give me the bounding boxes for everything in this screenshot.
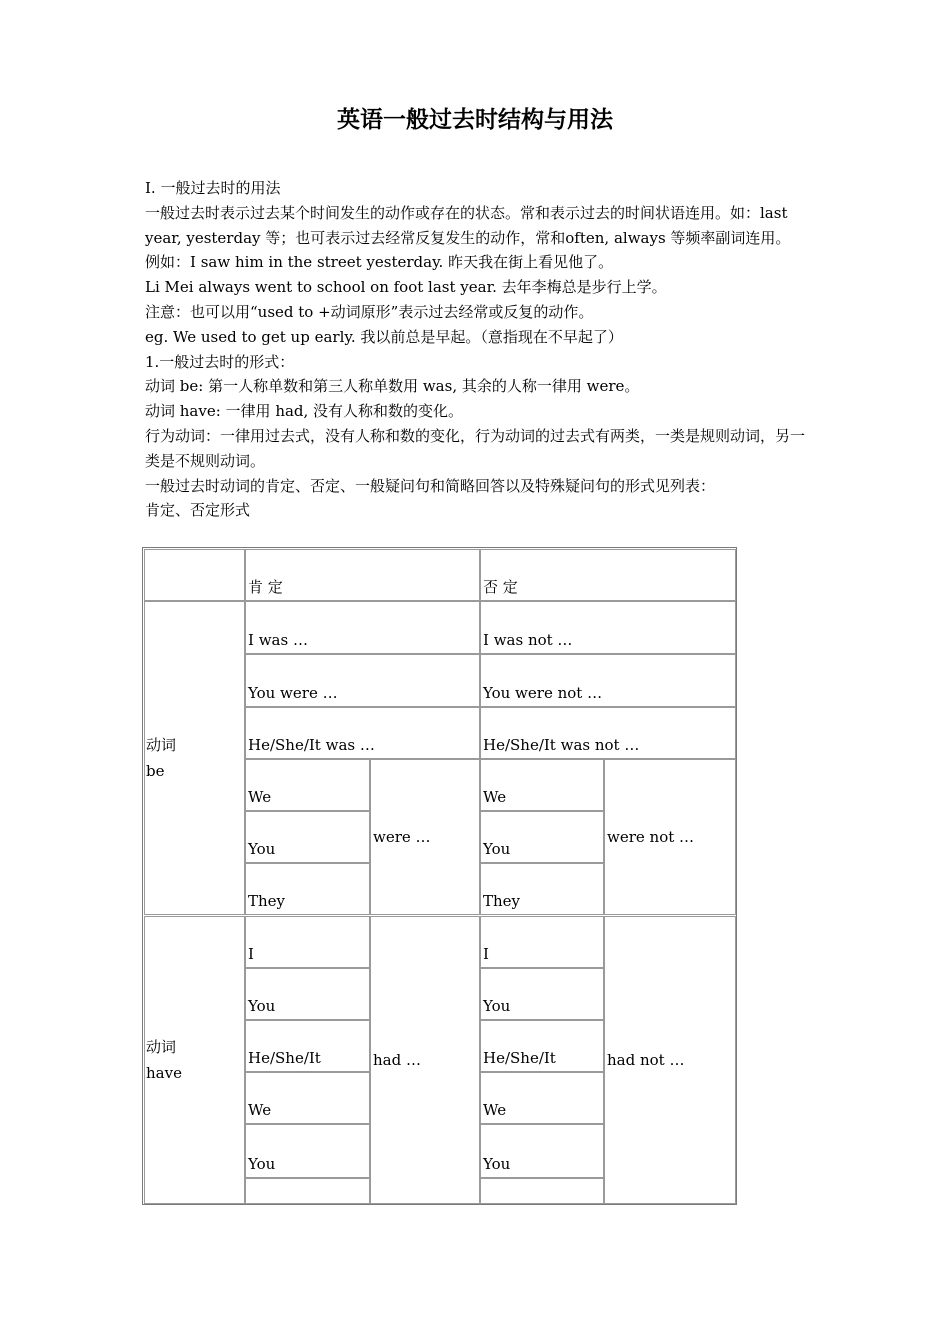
- table-cell: had not …: [604, 916, 736, 1204]
- table-cell: I: [480, 916, 604, 968]
- table-cell: You: [480, 968, 604, 1020]
- example-line: Li Mei always went to school on foot last year. 去年李梅总是步行上学。: [145, 278, 667, 297]
- table-cell: We: [480, 759, 604, 811]
- table-cell: I was …: [245, 601, 480, 654]
- table-cell: were not …: [604, 759, 736, 915]
- table-cell: I: [245, 916, 370, 968]
- example-line: 例如：I saw him in the street yesterday. 昨天我在街上看见他了。: [145, 253, 614, 272]
- table-cell: I was not …: [480, 601, 736, 654]
- paragraph: 一般过去时动词的肯定、否定、一般疑问句和简略回答以及特殊疑问句的形式见列表：: [145, 476, 716, 495]
- document-title: 英语一般过去时结构与用法: [337, 106, 613, 133]
- table-cell: We: [245, 1072, 370, 1124]
- table-cell: He/She/It was …: [245, 707, 480, 759]
- table-cell: We: [480, 1072, 604, 1124]
- paragraph: 动词 have: 一律用 had, 没有人称和数的变化。: [145, 402, 464, 421]
- table-cell: You were …: [245, 654, 480, 707]
- table-cell: He/She/It: [480, 1020, 604, 1072]
- paragraph: 行为动词：一律用过去式，没有人称和数的变化，行为动词的过去式有两类，一类是规则动词，另一类是不规则动词。: [145, 426, 806, 470]
- table-cell: He/She/It was not …: [480, 707, 736, 759]
- verb-forms-table: [142, 547, 737, 1205]
- subsection-heading: 1.一般过去时的形式：: [145, 352, 295, 371]
- row-label-have: 动词 have: [144, 916, 245, 1204]
- example-line: eg. We used to get up early. 我以前总是早起。（意指现在不早起了）: [145, 327, 623, 346]
- table-cell: [245, 1178, 370, 1204]
- paragraph: 一般过去时表示过去某个时间发生的动作或存在的状态。常和表示过去的时间状语连用。如：last year, yesterday 等；也可表示过去经常反复发生的动作，常和often, always 等频率副词连用。: [145, 203, 791, 247]
- document-body: [145, 176, 815, 523]
- header-negative: 否 定: [480, 549, 736, 601]
- table-cell: You were not …: [480, 654, 736, 707]
- table-cell: They: [480, 863, 604, 915]
- table-cell: had …: [370, 916, 480, 1204]
- table-cell: You: [245, 811, 370, 863]
- section-heading: I. 一般过去时的用法: [145, 179, 281, 197]
- table-cell: You: [245, 968, 370, 1020]
- table-cell: You: [480, 811, 604, 863]
- table-cell: They: [245, 863, 370, 915]
- table-cell: You: [245, 1124, 370, 1178]
- table-caption: 肯定、否定形式: [145, 501, 251, 520]
- table-cell: He/She/It: [245, 1020, 370, 1072]
- note-line: 注意：也可以用“used to +动词原形”表示过去经常或反复的动作。: [145, 302, 594, 321]
- paragraph: 动词 be: 第一人称单数和第三人称单数用 was, 其余的人称一律用 were。: [145, 377, 640, 396]
- table-cell: We: [245, 759, 370, 811]
- table-cell: You: [480, 1124, 604, 1178]
- table-cell: were …: [370, 759, 480, 915]
- table-corner-cell: [144, 549, 245, 601]
- header-positive: 肯 定: [245, 549, 480, 601]
- row-label-be: 动词 be: [144, 601, 245, 915]
- table-cell: [480, 1178, 604, 1204]
